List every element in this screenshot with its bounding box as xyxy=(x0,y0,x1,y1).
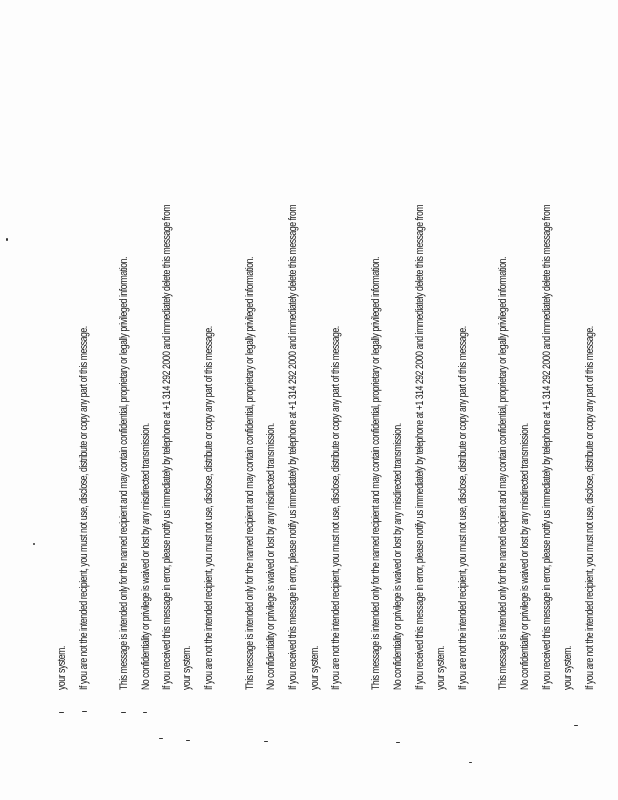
text-line: If you received this message in error, please notify us immediately by telephone at +1 314 292 2000 and immediately delete this message from xyxy=(414,204,426,690)
scan-speck xyxy=(469,762,472,763)
text-line: No confidentiality or privilege is waived or lost by any misdirected transmission. xyxy=(519,423,531,690)
scan-speck xyxy=(6,238,8,241)
scan-speck xyxy=(82,711,87,712)
scan-speck xyxy=(59,712,64,713)
scan-speck xyxy=(143,712,147,713)
text-line: your system. xyxy=(181,646,193,690)
scan-speck xyxy=(186,740,190,741)
text-line: This message is intended only for the named recipient and may contain confidential, proprietary or legally privileged information. xyxy=(118,257,130,690)
scan-speck xyxy=(159,738,163,739)
scan-speck xyxy=(396,742,400,743)
text-line: No confidentiality or privilege is waived or lost by any misdirected transmission. xyxy=(140,423,152,690)
text-line: If you received this message in error, please notify us immediately by telephone at +1 314 292 2000 and immediately delete this message from xyxy=(541,204,553,690)
text-line: If you are not the intended recipient, you must not use, disclose, distribute or copy any part of this message. xyxy=(330,326,342,690)
text-line: If you are not the intended recipient, you must not use, disclose, distribute or copy any part of this message. xyxy=(203,326,215,690)
text-line: your system. xyxy=(562,646,574,690)
text-line: This message is intended only for the named recipient and may contain confidential, proprietary or legally privileged information. xyxy=(497,257,509,690)
text-line: No confidentiality or privilege is waived or lost by any misdirected transmission. xyxy=(265,423,277,690)
text-line: No confidentiality or privilege is waived or lost by any misdirected transmission. xyxy=(392,423,404,690)
text-line: This message is intended only for the named recipient and may contain confidential, proprietary or legally privileged information. xyxy=(244,257,256,690)
scan-speck xyxy=(33,543,35,545)
scan-speck xyxy=(574,725,578,726)
text-line: your system. xyxy=(309,646,321,690)
text-line: If you are not the intended recipient, you must not use, disclose, distribute or copy any part of this message. xyxy=(457,326,469,690)
scan-speck xyxy=(121,712,126,713)
scan-speck xyxy=(264,741,268,742)
text-line: If you received this message in error, please notify us immediately by telephone at +1 314 292 2000 and immediately delete this message from xyxy=(161,204,173,690)
text-line: If you received this message in error, please notify us immediately by telephone at +1 314 292 2000 and immediately delete this message from xyxy=(287,204,299,690)
text-line: If you are not the intended recipient, you must not use, disclose, distribute or copy any part of this message. xyxy=(584,326,596,690)
text-line: your system. xyxy=(435,646,447,690)
text-line: your system. xyxy=(56,646,68,690)
text-line: This message is intended only for the named recipient and may contain confidential, proprietary or legally privileged information. xyxy=(370,257,382,690)
text-line: If you are not the intended recipient, you must not use, disclose, distribute or copy any part of this message. xyxy=(78,326,90,690)
